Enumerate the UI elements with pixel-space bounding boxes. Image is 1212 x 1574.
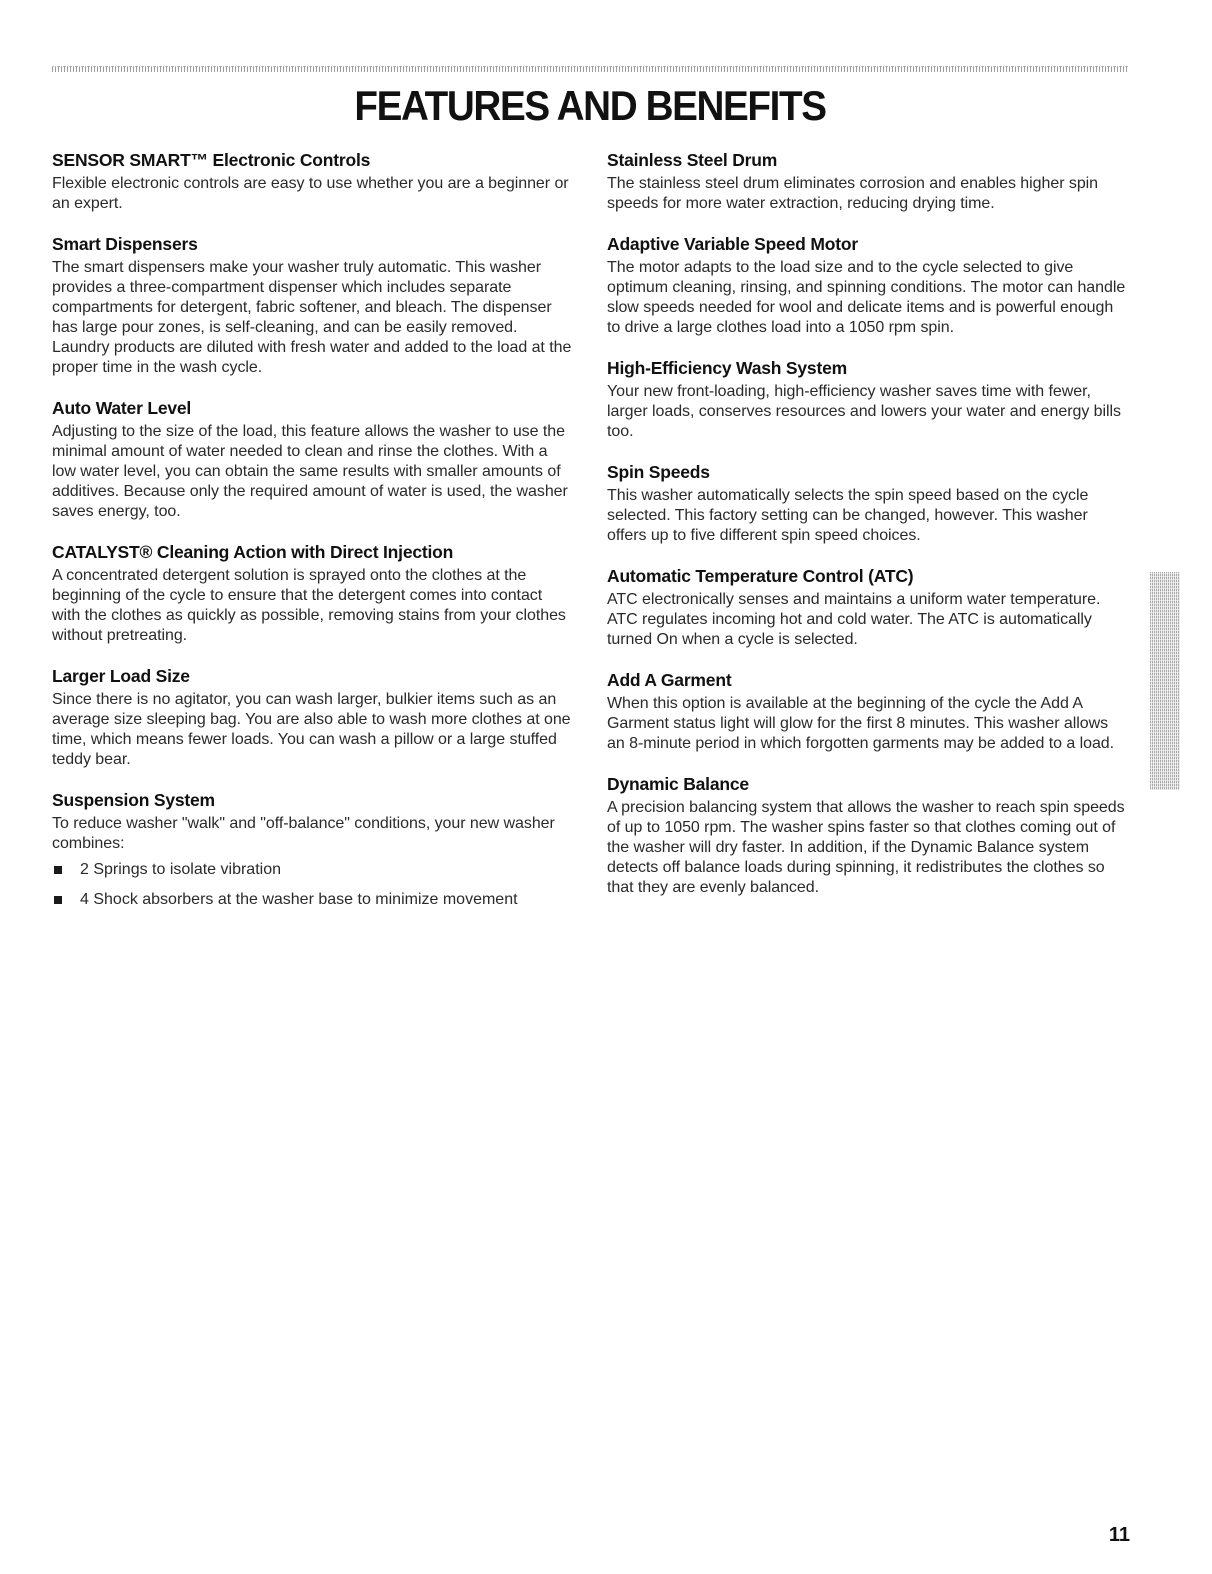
feature-section (52, 150, 572, 214)
language-side-tab (1150, 572, 1180, 790)
feature-body: This washer automatically selects the spin speed based on the cycle selected. This factory setting can be changed, however. This washer offers up to five different spin speed choices. (607, 487, 1089, 544)
feature-heading: Auto Water Level (52, 398, 192, 418)
feature-heading: Stainless Steel Drum (607, 150, 778, 170)
list-item (52, 860, 572, 880)
feature-body: ATC electronically senses and maintains a uniform water temperature. ATC regulates incoming hot and cold water. The ATC is automatically turned On when a cycle is selected. (607, 591, 1101, 648)
feature-heading: Add A Garment (607, 670, 732, 690)
feature-heading: Adaptive Variable Speed Motor (607, 234, 858, 254)
feature-section (52, 790, 572, 910)
feature-section (52, 666, 572, 770)
feature-heading: Larger Load Size (52, 666, 190, 686)
feature-heading: SENSOR SMART™ Electronic Controls (52, 150, 371, 170)
feature-section (52, 398, 572, 522)
feature-body: Your new front-loading, high-efficiency washer saves time with fewer, larger loads, conserves resources and lowers your water and energy bills too. (607, 383, 1121, 440)
feature-section (607, 358, 1127, 442)
feature-heading: Automatic Temperature Control (ATC) (607, 566, 914, 586)
feature-heading: High-Efficiency Wash System (607, 358, 847, 378)
feature-section (607, 234, 1127, 338)
feature-body: Adjusting to the size of the load, this feature allows the washer to use the minimal amount of water needed to clean and rinse the clothes. With a low water level, you can obtain the same results with smaller amounts of additives. Because only the required amount of water is used, the washer saves energy, too. (52, 423, 568, 520)
feature-heading: Spin Speeds (607, 462, 710, 482)
feature-body: A precision balancing system that allows the washer to reach spin speeds of up to 1050 rpm. The washer spins faster so that clothes coming out of the washer will dry faster. In addition, if the Dynamic Balance system detects off balance loads during spinning, it redistributes the clothes so that they are evenly balanced. (607, 799, 1125, 896)
feature-body: When this option is available at the beginning of the cycle the Add A Garment status light will glow for the first 8 minutes. This washer allows an 8-minute period in which forgotten garments may be added to a load. (607, 695, 1115, 752)
right-column (607, 150, 1127, 918)
page-number: 11 (1108, 1524, 1130, 1546)
feature-heading: CATALYST® Cleaning Action with Direct Injection (52, 542, 454, 562)
feature-section (607, 566, 1127, 650)
page-title: FEATURES AND BENEFITS (354, 82, 826, 129)
feature-heading: Smart Dispensers (52, 234, 198, 254)
feature-section (52, 234, 572, 378)
feature-heading: Suspension System (52, 790, 215, 810)
feature-section (607, 462, 1127, 546)
feature-body: Flexible electronic controls are easy to use whether you are a beginner or an expert. (52, 175, 569, 212)
feature-heading: Dynamic Balance (607, 774, 749, 794)
list-item-text: 4 Shock absorbers at the washer base to minimize movement (80, 891, 518, 908)
square-bullet-icon (54, 896, 62, 904)
left-column (52, 150, 572, 930)
feature-section (52, 542, 572, 646)
feature-section (607, 774, 1127, 898)
feature-section (607, 670, 1127, 754)
feature-body: The smart dispensers make your washer truly automatic. This washer provides a three-compartment dispenser which includes separate compartments for detergent, fabric softener, and bleach. The dispenser has large pour zones, is self-cleaning, and can be easily removed. Laundry products are diluted with fresh water and added to the load at the proper time in the wash cycle. (52, 259, 572, 376)
bullet-list (52, 860, 572, 910)
feature-body: A concentrated detergent solution is sprayed onto the clothes at the beginning of the cycle to ensure that the detergent comes into contact with the clothes as quickly as possible, removing stains from your clothes without pretreating. (52, 567, 566, 644)
feature-section (607, 150, 1127, 214)
top-dotted-rule (52, 66, 1128, 72)
feature-body: The stainless steel drum eliminates corrosion and enables higher spin speeds for more water extraction, reducing drying time. (607, 175, 1099, 212)
feature-body: The motor adapts to the load size and to the cycle selected to give optimum cleaning, rinsing, and spinning conditions. The motor can handle slow speeds needed for wool and delicate items and is powerful enough to drive a large clothes load into a 1050 rpm spin. (607, 259, 1126, 336)
square-bullet-icon (54, 866, 62, 874)
feature-body: To reduce washer "walk" and "off-balance" conditions, your new washer combines: (52, 815, 555, 852)
list-item (52, 890, 572, 910)
list-item-text: 2 Springs to isolate vibration (80, 861, 281, 878)
feature-body: Since there is no agitator, you can wash larger, bulkier items such as an average size sleeping bag. You are also able to wash more clothes at one time, which means fewer loads. You can wash a pillow or a large stuffed teddy bear. (52, 691, 571, 768)
